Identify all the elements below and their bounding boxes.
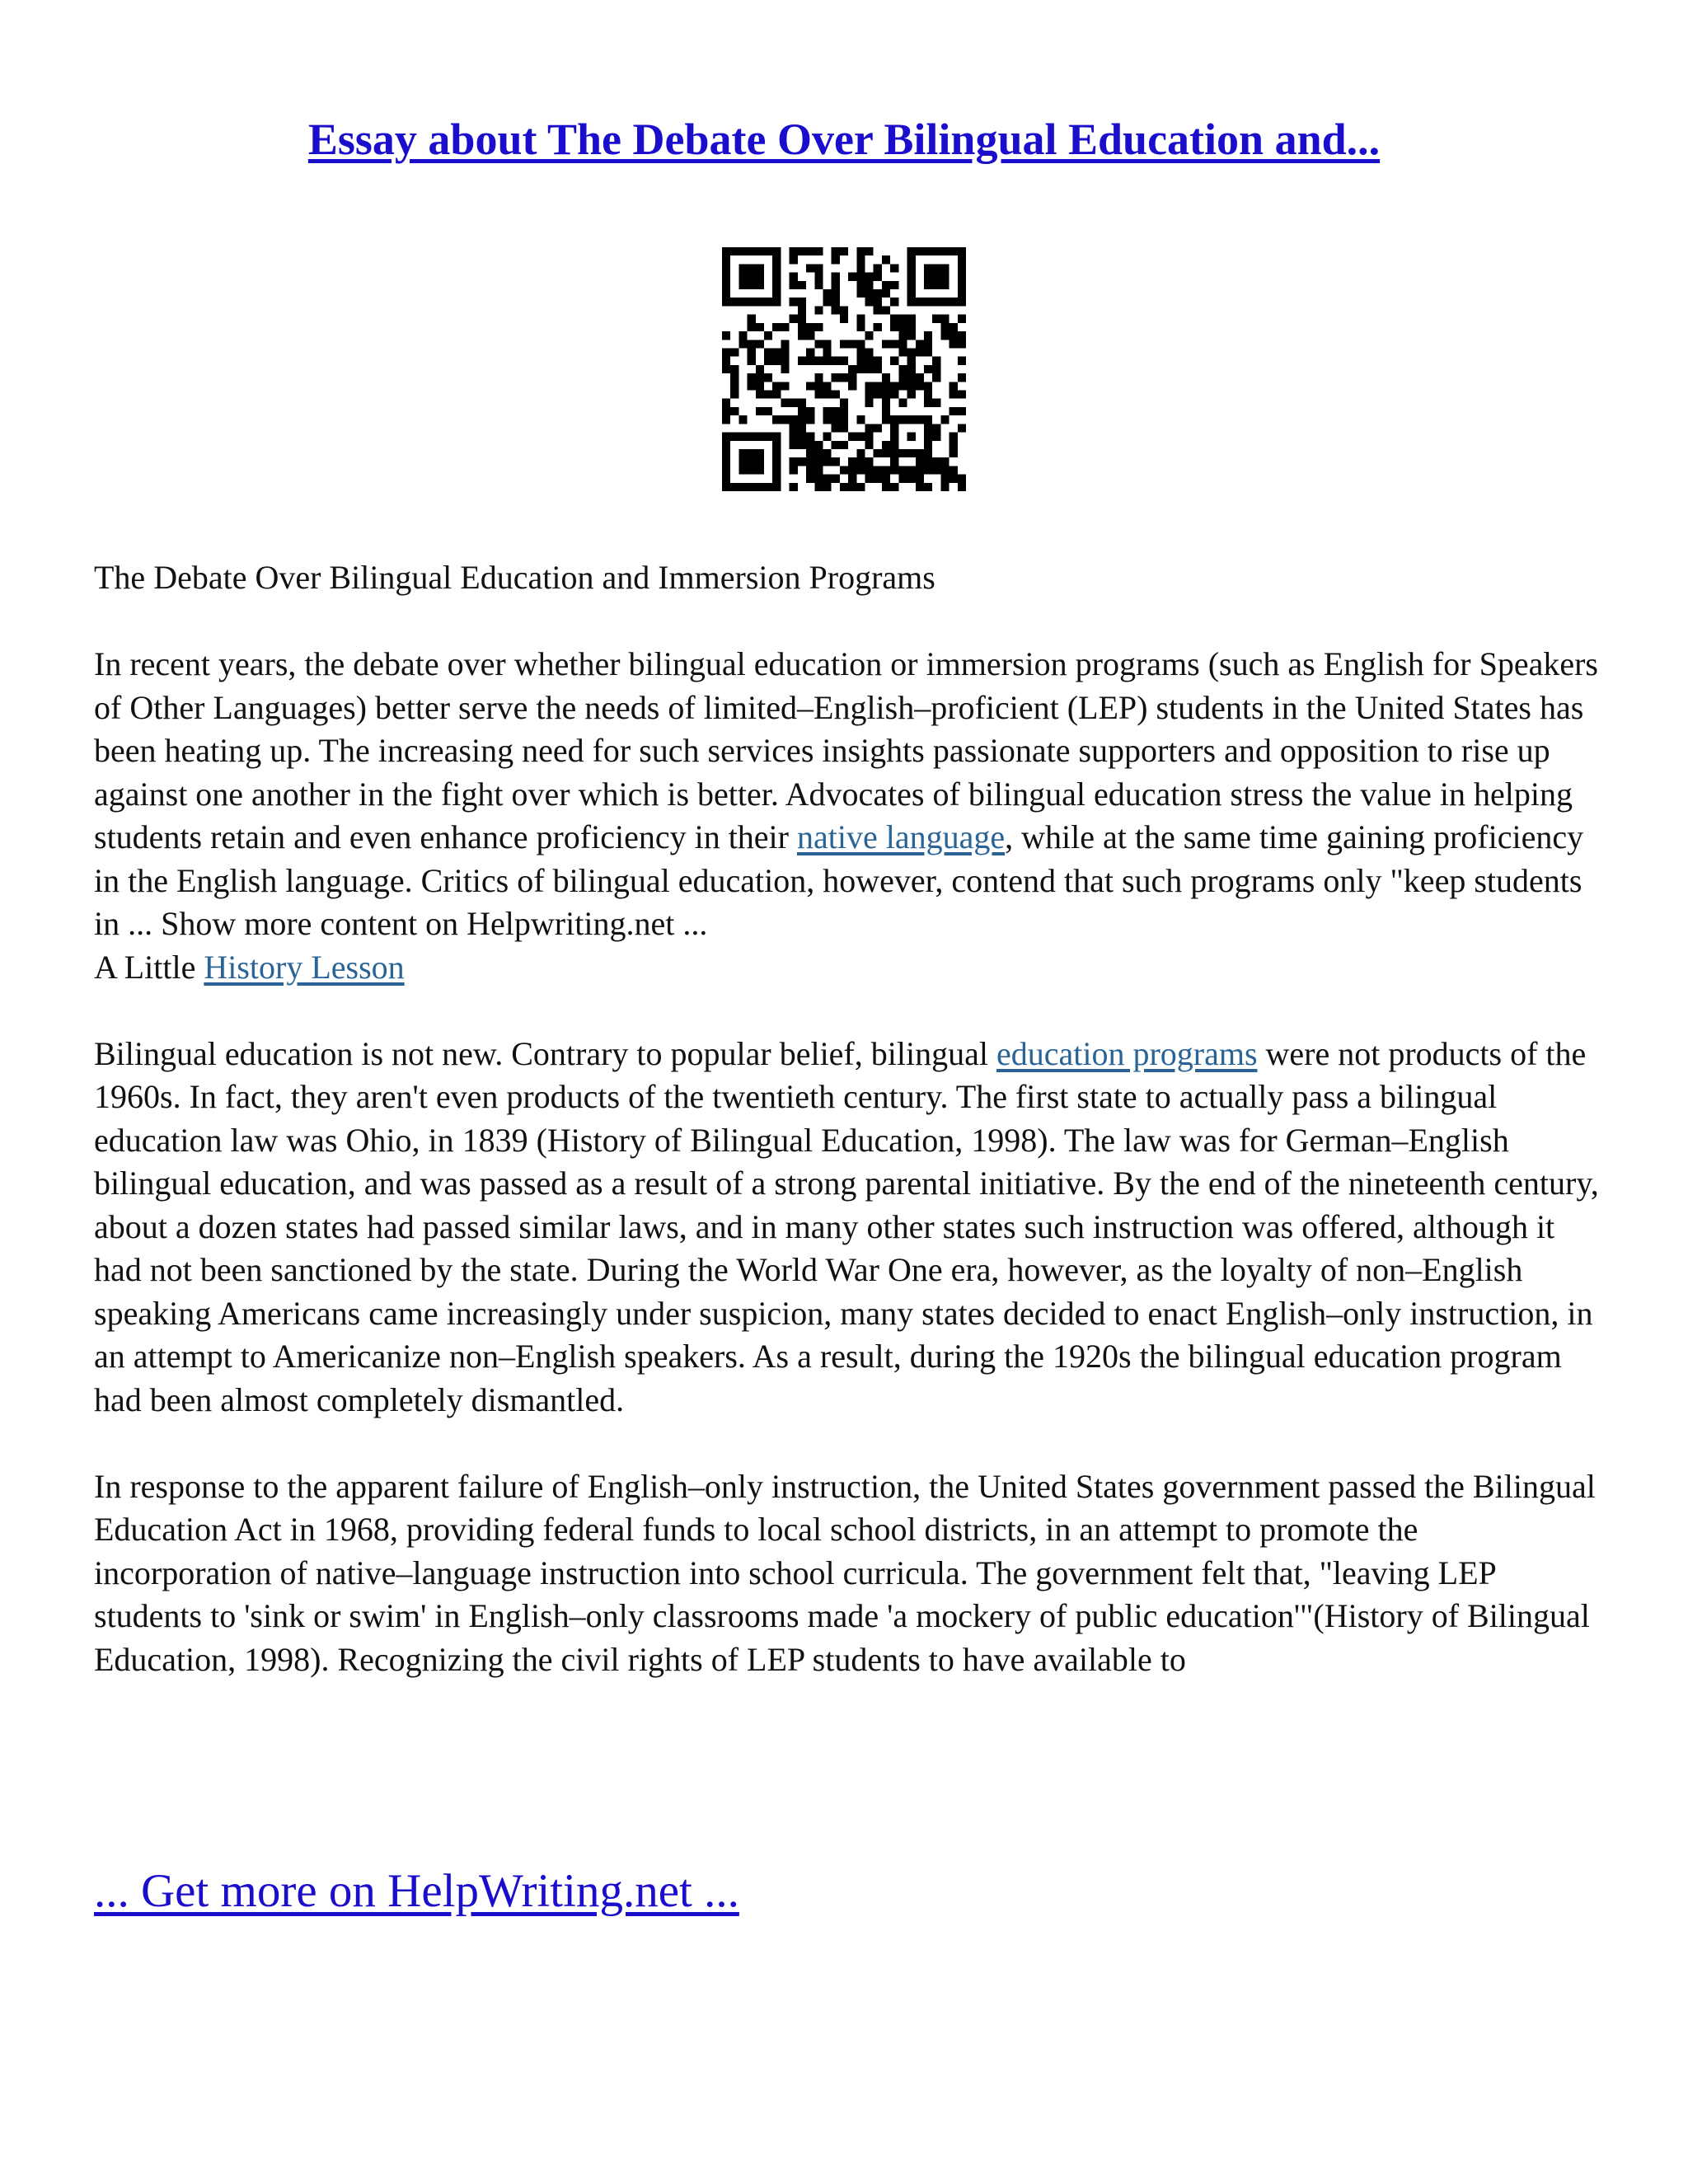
paragraph-intro-text-1: In recent years, the debate over whether bilingual education or immersion programs (such as English for Speakers of Other Languages) better serve the needs of limited–English–proficient (LEP) students in the United States has been heating up. The increasing need for such services insights passionate supporters and opposition to rise up against one another in the fight over which is better. Advocates of bilingual education stress the value in helping students retain and even enhance proficiency in their (94, 645, 1598, 855)
spacer (94, 600, 1602, 644)
spacer (94, 989, 1602, 1033)
paragraph-history-text-2: were not products of the 1960s. In fact, they aren't even products of the twentieth century. The first state to actually pass a bilingual education law was Ohio, in 1839 (History of Bilingual Education, 1998). The law was for German–English bilingual education, and was passed as a result of a strong parental initiative. By the end of the nineteenth century, about a dozen states had passed similar laws, and in many other states such instruction was offered, although it had not been sanctioned by the state. During the World War One era, however, as the loyalty of non–English speaking Americans came increasingly under suspicion, many states decided to enact English–only instruction, in an attempt to Americanize non–English speakers. As a result, during the 1920s the bilingual education program had been almost completely dismantled. (94, 1034, 1599, 1418)
paragraph-act: In response to the apparent failure of English–only instruction, the United States government passed the Bilingual Education Act in 1968, providing federal funds to local school districts, in an attempt to promote the incorporation of native–language instruction into school curricula. The government felt that, "leaving LEP students to 'sink or swim' in English–only classrooms made 'a mockery of public education'"(History of Bilingual Education, 1998). Recognizing the civil rights of LEP students to have available to (94, 1467, 1596, 1678)
footer-container (94, 1864, 739, 1918)
paragraph-intro (94, 643, 1602, 946)
essay-heading: The Debate Over Bilingual Education and Immersion Programs (94, 559, 935, 596)
qr-code-icon (722, 247, 966, 491)
native-language-link[interactable]: native language (797, 818, 1006, 855)
title-container (0, 114, 1688, 165)
subheading-prefix: A Little (94, 948, 204, 986)
history-lesson-link[interactable]: History Lesson (204, 948, 405, 986)
get-more-link[interactable]: ... Get more on HelpWriting.net ... (94, 1865, 739, 1917)
qr-code-svg (722, 247, 966, 491)
paragraph-history-text-1: Bilingual education is not new. Contrary to popular belief, bilingual (94, 1034, 996, 1072)
essay-title-link[interactable]: Essay about The Debate Over Bilingual Education and... (307, 115, 1381, 164)
essay-content (94, 556, 1602, 1681)
section-subheading (94, 946, 1602, 990)
paragraph-intro-text-2: , while at the same time gaining proficiency in the English language. Critics of bilingual education, however, contend that such programs only "keep students in ... Show more content on Helpwriting.net ... (94, 818, 1584, 942)
education-programs-link[interactable]: education programs (996, 1034, 1258, 1072)
spacer (94, 1422, 1602, 1465)
paragraph-history (94, 1033, 1602, 1422)
